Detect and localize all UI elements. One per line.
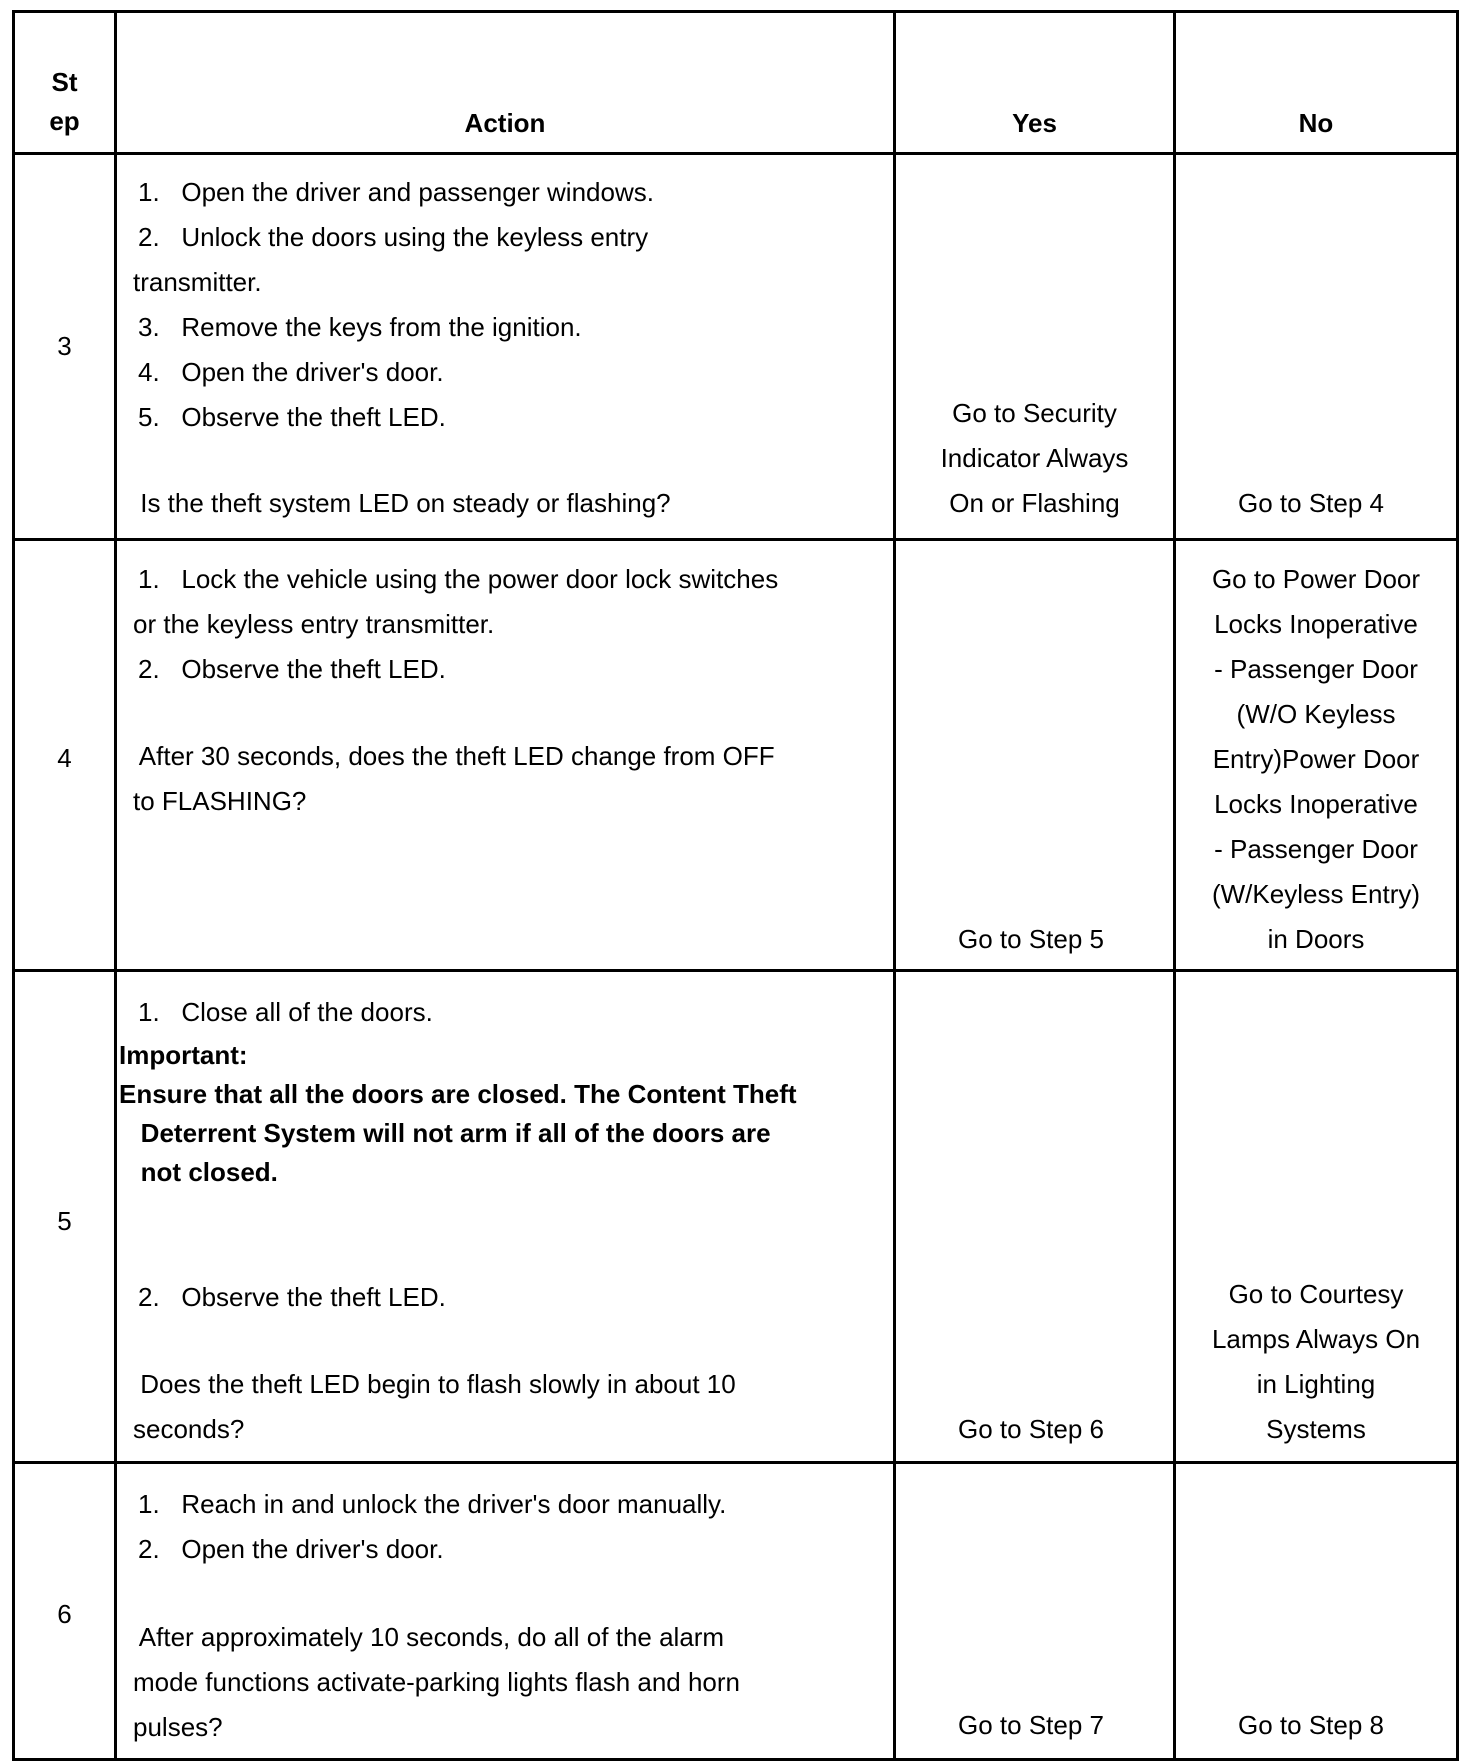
action-line: 5. Observe the theft LED. <box>138 402 446 432</box>
important-text: Ensure that all the doors are closed. The Content Theft Deterrent System will not arm if all of the doors are not closed. <box>119 1079 797 1187</box>
row-divider <box>12 969 1459 972</box>
header-yes: Yes <box>1012 108 1057 138</box>
action-line: transmitter. <box>133 267 262 297</box>
action-line: or the keyless entry transmitter. <box>133 609 495 639</box>
row-divider <box>12 1461 1459 1464</box>
no-result: Go to Step 4 <box>1238 488 1384 518</box>
column-divider <box>893 10 896 1761</box>
action-line: 2. Observe the theft LED. <box>138 1282 446 1312</box>
step-number: 4 <box>57 743 72 773</box>
action-question: After 30 seconds, does the theft LED change from OFF to FLASHING? <box>133 741 775 816</box>
action-line: 1. Lock the vehicle using the power door lock switches <box>138 564 779 594</box>
action-line: 4. Open the driver's door. <box>138 357 444 387</box>
yes-result: Go to Security Indicator Always On or Flashing <box>940 398 1129 518</box>
action-question: Does the theft LED begin to flash slowly in about 10 seconds? <box>133 1369 736 1444</box>
step-number: 3 <box>57 331 72 361</box>
row-divider <box>12 152 1459 155</box>
action-line: 2. Unlock the doors using the keyless entry <box>138 222 649 252</box>
no-result: Go to Step 8 <box>1238 1710 1384 1740</box>
action-line: 1. Close all of the doors. <box>138 997 433 1027</box>
header-no: No <box>1298 108 1334 138</box>
no-result: Go to Power Door Locks Inoperative - Passenger Door (W/O Keyless Entry)Power Door Locks Inoperative - Passenger Door (W/Keyless Entry) in Doors <box>1211 564 1421 954</box>
table-border-left <box>12 10 15 1761</box>
action-line: 1. Reach in and unlock the driver's door manually. <box>138 1489 727 1519</box>
header-action: Action <box>464 108 546 138</box>
column-divider <box>114 10 117 1761</box>
row-divider <box>12 538 1459 541</box>
table-border-right <box>1456 10 1459 1761</box>
no-result: Go to Courtesy Lamps Always On in Lighting Systems <box>1211 1279 1421 1444</box>
table-border-top <box>12 10 1459 13</box>
action-line: 2. Open the driver's door. <box>138 1534 444 1564</box>
step-number: 6 <box>57 1599 72 1629</box>
table-border-bottom <box>12 1758 1459 1761</box>
action-line: 2. Observe the theft LED. <box>138 654 446 684</box>
important-label: Important: <box>119 1040 248 1070</box>
yes-result: Go to Step 5 <box>958 924 1104 954</box>
yes-result: Go to Step 7 <box>958 1710 1104 1740</box>
header-step: St ep <box>49 67 80 136</box>
step-number: 5 <box>57 1206 72 1236</box>
action-question: After approximately 10 seconds, do all of the alarm mode functions activate-parking lights flash and horn pulses? <box>133 1622 741 1742</box>
action-question: Is the theft system LED on steady or flashing? <box>133 488 671 518</box>
action-line: 3. Remove the keys from the ignition. <box>138 312 582 342</box>
yes-result: Go to Step 6 <box>958 1414 1104 1444</box>
action-line: 1. Open the driver and passenger windows. <box>138 177 654 207</box>
